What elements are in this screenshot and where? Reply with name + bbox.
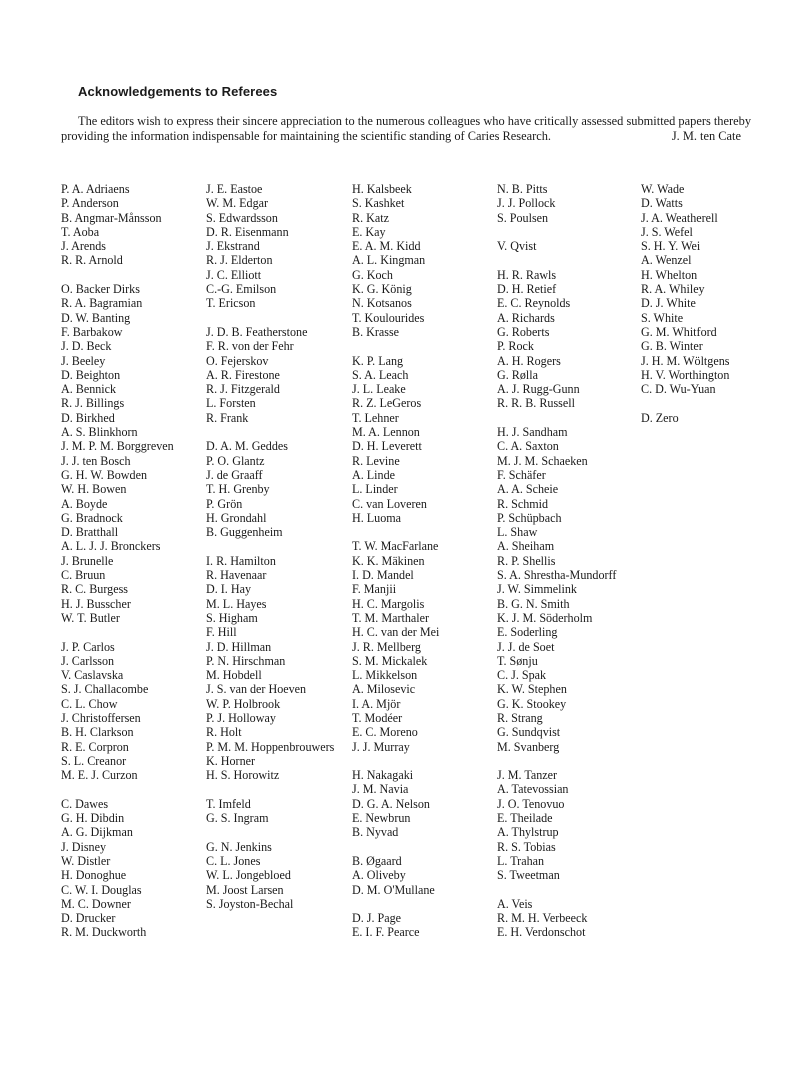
referee-name: W. P. Holbrook	[206, 696, 281, 711]
referee-name: P. O. Glantz	[206, 453, 265, 468]
referee-name: G. Roberts	[497, 324, 550, 339]
referee-name: P. Grön	[206, 496, 243, 511]
referee-name: H. R. Rawls	[497, 267, 557, 282]
referee-name: B. Øgaard	[352, 853, 402, 868]
referee-name: A. Bennick	[61, 382, 117, 397]
group-spacer	[61, 625, 174, 639]
referee-name: S. Tweetman	[497, 868, 560, 883]
referee-name: T. Sønju	[497, 653, 538, 668]
group-spacer	[206, 425, 334, 439]
referee-name: T. Ericson	[206, 296, 256, 311]
referee-name: W. Wade	[641, 182, 685, 196]
referee-name: A. G. Dijkman	[61, 825, 133, 840]
referee-name: B. Guggenheim	[206, 525, 283, 540]
referee-name: B. G. N. Smith	[497, 596, 570, 611]
referee-name: D. M. O'Mullane	[352, 882, 435, 897]
referee-name: J. O. Tenovuo	[497, 796, 565, 811]
referee-name: O. Backer Dirks	[61, 282, 140, 297]
referee-name: P. Anderson	[61, 196, 119, 211]
referee-name: T. M. Marthaler	[352, 610, 430, 625]
referee-name: J. Arends	[61, 239, 107, 254]
referee-column-4	[497, 182, 616, 940]
referee-name: D. J. Page	[352, 911, 402, 926]
referee-name: G. Koch	[352, 267, 393, 282]
referee-name: D. H. Retief	[497, 282, 557, 297]
referee-name: J. J. de Soet	[497, 639, 555, 654]
referee-name: A. Milosevic	[352, 682, 416, 697]
referee-name: T. W. MacFarlane	[352, 539, 439, 554]
referee-name: V. Qvist	[497, 239, 537, 254]
referee-name: A. L. J. J. Bronckers	[61, 539, 161, 554]
referee-name: E. C. Moreno	[352, 725, 418, 740]
referee-name: I. R. Hamilton	[206, 553, 276, 568]
referee-name: M. E. J. Curzon	[61, 768, 138, 783]
referee-name: A. Wenzel	[641, 253, 692, 268]
referee-name: G. N. Jenkins	[206, 839, 272, 854]
referee-name: K. P. Lang	[352, 353, 404, 368]
referee-name: J. H. M. Wöltgens	[641, 353, 730, 368]
group-spacer	[352, 840, 439, 854]
referee-name: C. A. Saxton	[497, 439, 559, 454]
referee-name: V. Caslavska	[61, 668, 124, 683]
referee-name: J. D. Hillman	[206, 639, 272, 654]
referee-column-5	[641, 182, 729, 425]
referee-name: L. Trahan	[497, 853, 545, 868]
referee-name: D. J. White	[641, 296, 696, 311]
referee-name: C. van Loveren	[352, 496, 427, 511]
referee-name: S. Higham	[206, 610, 258, 625]
referee-name: M. J. M. Schaeken	[497, 453, 588, 468]
referee-name: C. Bruun	[61, 568, 106, 583]
referee-name: L. Mikkelson	[352, 668, 418, 683]
referee-name: W. H. Bowen	[61, 482, 127, 497]
referee-name: J. S. van der Hoeven	[206, 682, 307, 697]
referee-name: J. C. Elliott	[206, 267, 262, 282]
referee-name: E. Kay	[352, 224, 386, 239]
referee-name: P. Schüpbach	[497, 510, 562, 525]
referee-name: A. R. Firestone	[206, 367, 280, 382]
referee-name: R. Z. LeGeros	[352, 396, 422, 411]
referee-name: R. E. Corpron	[61, 739, 129, 754]
referee-name: D. A. M. Geddes	[206, 439, 288, 454]
referee-name: H. C. Margolis	[352, 596, 425, 611]
referee-name: E. Newbrun	[352, 811, 411, 826]
referee-name: P. Rock	[497, 339, 534, 354]
group-spacer	[206, 825, 334, 839]
referee-name: C. J. Spak	[497, 668, 547, 683]
referee-name: D. G. A. Nelson	[352, 796, 430, 811]
referee-name: R. S. Tobias	[497, 839, 556, 854]
group-spacer	[61, 268, 174, 282]
referee-name: T. H. Grenby	[206, 482, 270, 497]
referee-name: H. Grondahl	[206, 510, 267, 525]
referee-name: G. H. W. Bowden	[61, 467, 148, 482]
referee-name: J. A. Weatherell	[641, 210, 718, 225]
group-spacer	[352, 897, 439, 911]
group-spacer	[206, 539, 334, 553]
referee-name: H. V. Worthington	[641, 367, 730, 382]
referee-name: S. White	[641, 310, 684, 325]
referee-name: J. P. Carlos	[61, 639, 115, 654]
referee-name: S. Kashket	[352, 196, 405, 211]
referee-name: J. W. Simmelink	[497, 582, 577, 597]
referee-name: F. Manjii	[352, 582, 397, 597]
referee-name: H. J. Sandham	[497, 425, 568, 440]
referee-name: G. H. Dibdin	[61, 811, 125, 826]
referee-name: P. M. M. Hoppenbrouwers	[206, 739, 335, 754]
referee-name: M. L. Hayes	[206, 596, 267, 611]
referee-name: J. M. Tanzer	[497, 768, 558, 783]
referee-name: E. H. Verdonschot	[497, 925, 586, 940]
referee-name: J. M. P. M. Borggreven	[61, 439, 174, 454]
referee-name: G. Sundqvist	[497, 725, 561, 740]
referee-name: R. A. Whiley	[641, 282, 705, 297]
referee-name: A. H. Rogers	[497, 353, 561, 368]
referee-name: K. G. König	[352, 282, 412, 297]
referee-name: R. J. Fitzgerald	[206, 382, 280, 397]
referee-name: R. J. Billings	[61, 396, 125, 411]
referee-name: M. Svanberg	[497, 739, 560, 754]
referee-name: R. Schmid	[497, 496, 549, 511]
referee-name: T. Lehner	[352, 410, 399, 425]
referee-name: I. A. Mjör	[352, 696, 401, 711]
referee-name: A. L. Kingman	[352, 253, 426, 268]
referee-name: J. J. Pollock	[497, 196, 556, 211]
referee-name: R. Frank	[206, 410, 249, 425]
referee-name: S. M. Mickalek	[352, 653, 428, 668]
referee-name: A. Oliveby	[352, 868, 406, 883]
referee-name: S. H. Y. Wei	[641, 239, 701, 254]
group-spacer	[497, 754, 616, 768]
group-spacer	[497, 225, 616, 239]
referee-name: R. M. H. Verbeeck	[497, 911, 588, 926]
referee-name: T. Koulourides	[352, 310, 425, 325]
group-spacer	[352, 754, 439, 768]
referee-name: D. Birkhed	[61, 410, 115, 425]
referee-name: A. Richards	[497, 310, 555, 325]
referee-name: D. H. Leverett	[352, 439, 422, 454]
referee-name: D. W. Banting	[61, 310, 131, 325]
referee-name: K. Horner	[206, 753, 256, 768]
referee-name: N. Kotsanos	[352, 296, 412, 311]
referee-name: A. Thylstrup	[497, 825, 559, 840]
referee-name: B. Krasse	[352, 324, 400, 339]
referee-name: J. M. Navia	[352, 782, 409, 797]
group-spacer	[206, 311, 334, 325]
referee-name: J. Carlsson	[61, 653, 115, 668]
referee-name: M. Joost Larsen	[206, 882, 284, 897]
referee-name: G. B. Winter	[641, 339, 703, 354]
referee-name: R. Holt	[206, 725, 242, 740]
referee-name: G. M. Whitford	[641, 324, 717, 339]
referee-name: R. J. Elderton	[206, 253, 273, 268]
referee-name: C.-G. Emilson	[206, 282, 277, 297]
group-spacer	[497, 883, 616, 897]
group-spacer	[352, 339, 439, 353]
referee-name: S. A. Shrestha-Mundorff	[497, 568, 617, 583]
referee-name: B. H. Clarkson	[61, 725, 134, 740]
referee-name: D. Watts	[641, 196, 683, 211]
referee-name: T. Modéer	[352, 710, 403, 725]
referee-name: F. Barbakow	[61, 324, 123, 339]
referee-name: B. Angmar-Månsson	[61, 210, 162, 225]
referee-name: A. Tatevossian	[497, 782, 569, 797]
referee-name: H. Donoghue	[61, 868, 127, 883]
referee-name: H. J. Busscher	[61, 596, 131, 611]
referee-name: G. Bradnock	[61, 510, 123, 525]
referee-name: G. S. Ingram	[206, 811, 269, 826]
referee-name: K. W. Stephen	[497, 682, 567, 697]
group-spacer	[206, 782, 334, 796]
referee-name: J. J. ten Bosch	[61, 453, 131, 468]
referee-name: R. Katz	[352, 210, 389, 225]
referee-name: R. R. Arnold	[61, 253, 123, 268]
referee-name: R. P. Shellis	[497, 553, 556, 568]
referee-name: S. A. Leach	[352, 367, 409, 382]
referee-name: E. I. F. Pearce	[352, 925, 420, 940]
referee-name: H. Whelton	[641, 267, 698, 282]
referee-name: J. Disney	[61, 839, 107, 854]
referee-name: D. R. Eisenmann	[206, 224, 289, 239]
referee-name: S. Poulsen	[497, 210, 549, 225]
page-title: Acknowledgements to Referees	[78, 84, 278, 99]
group-spacer	[352, 525, 439, 539]
referee-name: S. L. Creanor	[61, 753, 127, 768]
intro-line-2	[61, 129, 745, 144]
referee-name: T. Imfeld	[206, 796, 251, 811]
referee-name: J. D. B. Featherstone	[206, 324, 308, 339]
referee-name: E. C. Reynolds	[497, 296, 571, 311]
referee-name: H. S. Horowitz	[206, 768, 280, 783]
referee-name: T. Aoba	[61, 224, 100, 239]
referee-name: R. A. Bagramian	[61, 296, 143, 311]
referee-name: J. J. Murray	[352, 739, 410, 754]
referee-name: P. A. Adriaens	[61, 182, 130, 196]
referee-name: C. Dawes	[61, 796, 109, 811]
referee-name: D. I. Hay	[206, 582, 252, 597]
referee-name: E. Theilade	[497, 811, 553, 826]
referee-name: M. Hobdell	[206, 668, 262, 683]
referee-name: J. Christoffersen	[61, 710, 141, 725]
referee-name: O. Fejerskov	[206, 353, 269, 368]
referee-name: J. de Graaff	[206, 467, 263, 482]
referee-column-1	[61, 182, 174, 940]
referee-name: M. A. Lennon	[352, 425, 420, 440]
referee-name: A. A. Scheie	[497, 482, 559, 497]
referee-column-2	[206, 182, 334, 911]
referee-name: M. C. Downer	[61, 896, 131, 911]
intro-line-2-text: providing the information indispensable for maintaining the scientific standing of Caries Research.	[61, 128, 551, 143]
referee-name: J. D. Beck	[61, 339, 112, 354]
referee-name: R. M. Duckworth	[61, 925, 147, 940]
referee-name: R. Levine	[352, 453, 400, 468]
referee-name: W. L. Jongebloed	[206, 868, 291, 883]
referee-name: P. N. Hirschman	[206, 653, 286, 668]
referee-name: H. C. van der Mei	[352, 625, 440, 640]
referee-name: C. W. I. Douglas	[61, 882, 142, 897]
referee-name: S. J. Challacombe	[61, 682, 149, 697]
referee-name: J. Ekstrand	[206, 239, 260, 254]
referee-column-3	[352, 182, 439, 940]
referee-name: J. L. Leake	[352, 382, 406, 397]
referee-name: F. R. von der Fehr	[206, 339, 294, 354]
referee-name: A. Sheiham	[497, 539, 555, 554]
referee-name: F. Hill	[206, 625, 237, 640]
referee-name: F. Schäfer	[497, 467, 546, 482]
referee-name: P. J. Holloway	[206, 710, 276, 725]
referee-name: E. A. M. Kidd	[352, 239, 421, 254]
referee-name: L. Linder	[352, 482, 398, 497]
referee-name: S. Joyston-Bechal	[206, 896, 294, 911]
intro-line-1: The editors wish to express their sincere appreciation to the numerous colleagues who have critically assessed submitted papers thereby	[78, 114, 752, 128]
referee-name: R. C. Burgess	[61, 582, 128, 597]
referee-name: C. D. Wu-Yuan	[641, 382, 716, 397]
referee-name: R. Strang	[497, 710, 543, 725]
referee-name: J. S. Wefel	[641, 224, 693, 239]
referee-name: A. J. Rugg-Gunn	[497, 382, 580, 397]
referee-name: G. Rølla	[497, 367, 538, 382]
referee-name: L. Forsten	[206, 396, 256, 411]
referee-name: J. Brunelle	[61, 553, 114, 568]
referee-name: A. S. Blinkhorn	[61, 425, 138, 440]
referee-name: D. Drucker	[61, 911, 116, 926]
group-spacer	[497, 253, 616, 267]
referee-name: H. Kalsbeek	[352, 182, 412, 196]
referee-name: K. K. Mäkinen	[352, 553, 425, 568]
referee-name: L. Shaw	[497, 525, 538, 540]
referee-name: A. Veis	[497, 896, 533, 911]
referee-name: N. B. Pitts	[497, 182, 548, 196]
referee-name: W. T. Butler	[61, 610, 120, 625]
referee-name: W. M. Edgar	[206, 196, 269, 211]
referee-name: D. Zero	[641, 410, 679, 425]
referee-name: S. Edwardsson	[206, 210, 278, 225]
referee-name: H. Luoma	[352, 510, 402, 525]
referee-name: C. L. Jones	[206, 853, 261, 868]
referee-name: R. Havenaar	[206, 568, 267, 583]
referee-name: H. Nakagaki	[352, 768, 414, 783]
referee-name: D. Bratthall	[61, 525, 119, 540]
intro-paragraph	[61, 114, 752, 144]
referee-name: B. Nyvad	[352, 825, 399, 840]
referee-name: J. R. Mellberg	[352, 639, 421, 654]
referee-name: J. Beeley	[61, 353, 106, 368]
referee-name: I. D. Mandel	[352, 568, 414, 583]
group-spacer	[61, 782, 174, 796]
referee-name: R. R. B. Russell	[497, 396, 575, 411]
editor-signature: J. M. ten Cate	[671, 128, 741, 143]
referee-name: A. Boyde	[61, 496, 108, 511]
referee-name: K. J. M. Söderholm	[497, 610, 593, 625]
group-spacer	[641, 396, 729, 410]
referee-name: C. L. Chow	[61, 696, 118, 711]
referee-name: D. Beighton	[61, 367, 121, 382]
referee-name: A. Linde	[352, 467, 395, 482]
group-spacer	[497, 411, 616, 425]
referee-name: E. Soderling	[497, 625, 558, 640]
referee-name: G. K. Stookey	[497, 696, 567, 711]
referee-name: W. Distler	[61, 853, 111, 868]
referee-name: J. E. Eastoe	[206, 182, 263, 196]
